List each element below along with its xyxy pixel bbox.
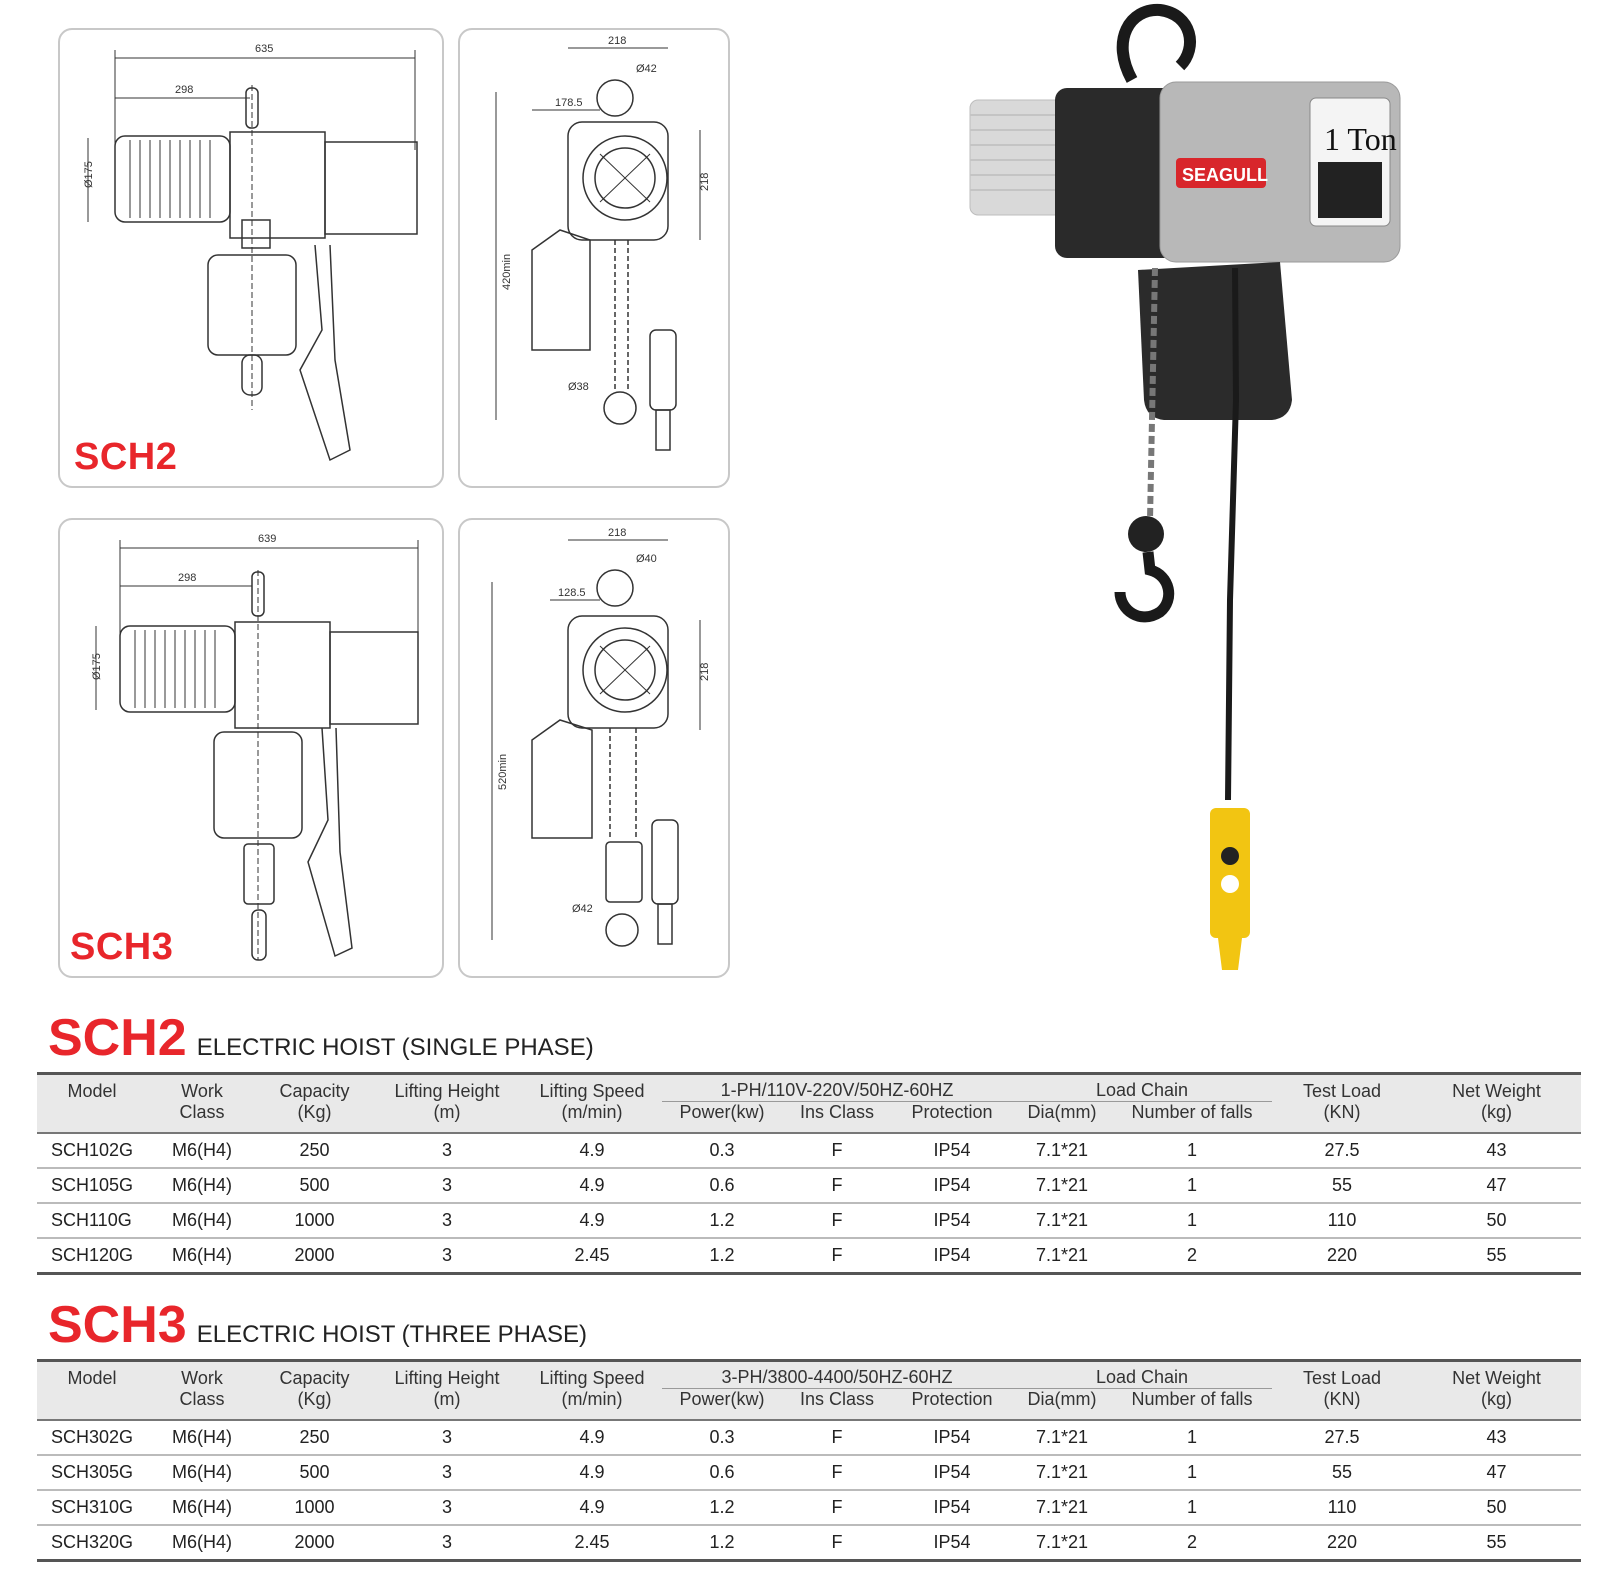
cell-ins-class: F bbox=[782, 1238, 892, 1274]
cell-work-class: M6(H4) bbox=[147, 1490, 257, 1525]
header-ins-class: Ins Class bbox=[782, 1389, 892, 1421]
cell-power: 0.6 bbox=[662, 1455, 782, 1490]
sch3-side-drawing-panel bbox=[58, 518, 444, 978]
cell-falls: 1 bbox=[1112, 1203, 1272, 1238]
cell-capacity: 250 bbox=[257, 1420, 372, 1455]
cell-dia: 7.1*21 bbox=[1012, 1168, 1112, 1203]
dim-overall: 635 bbox=[255, 43, 274, 55]
header-speed-unit: (m/min) bbox=[522, 1102, 662, 1134]
sch2-section-title bbox=[48, 1008, 594, 1068]
cell-falls: 2 bbox=[1112, 1525, 1272, 1561]
header-power: Power(kw) bbox=[662, 1102, 782, 1134]
dim-width: 218 bbox=[608, 35, 627, 47]
cell-capacity: 500 bbox=[257, 1168, 372, 1203]
header-net-weight: Net Weight bbox=[1412, 1074, 1581, 1102]
cell-lifting-speed: 2.45 bbox=[522, 1238, 662, 1274]
header-speed-unit: (m/min) bbox=[522, 1389, 662, 1421]
dim-partial: 298 bbox=[175, 84, 194, 96]
cell-power: 1.2 bbox=[662, 1203, 782, 1238]
cell-work-class: M6(H4) bbox=[147, 1203, 257, 1238]
header-power: Power(kw) bbox=[662, 1389, 782, 1421]
cell-work-class: M6(H4) bbox=[147, 1525, 257, 1561]
cell-net-weight: 47 bbox=[1412, 1168, 1581, 1203]
cell-lifting-speed: 4.9 bbox=[522, 1133, 662, 1168]
header-lifting-height: Lifting Height bbox=[372, 1361, 522, 1389]
header-work-class-2: Class bbox=[147, 1389, 257, 1421]
header-falls: Number of falls bbox=[1112, 1389, 1272, 1421]
cell-work-class: M6(H4) bbox=[147, 1238, 257, 1274]
cell-power: 0.3 bbox=[662, 1133, 782, 1168]
header-model: Model bbox=[37, 1361, 147, 1389]
sch2-side-drawing-panel bbox=[58, 28, 444, 488]
header-weight-unit: (kg) bbox=[1412, 1102, 1581, 1134]
cell-lifting-speed: 4.9 bbox=[522, 1203, 662, 1238]
cell-test-load: 220 bbox=[1272, 1238, 1412, 1274]
cell-protection: IP54 bbox=[892, 1420, 1012, 1455]
table-row bbox=[37, 1238, 1581, 1274]
dim-height: 218 bbox=[699, 172, 711, 191]
cell-ins-class: F bbox=[782, 1420, 892, 1455]
cell-power: 0.3 bbox=[662, 1420, 782, 1455]
cell-dia: 7.1*21 bbox=[1012, 1420, 1112, 1455]
header-lifting-speed: Lifting Speed bbox=[522, 1361, 662, 1389]
header-test-load: Test Load bbox=[1272, 1074, 1412, 1102]
cell-model: SCH120G bbox=[37, 1238, 147, 1274]
cell-dia: 7.1*21 bbox=[1012, 1203, 1112, 1238]
cell-model: SCH110G bbox=[37, 1203, 147, 1238]
header-protection: Protection bbox=[892, 1102, 1012, 1134]
cell-test-load: 55 bbox=[1272, 1455, 1412, 1490]
header-test-unit: (KN) bbox=[1272, 1102, 1412, 1134]
cell-test-load: 27.5 bbox=[1272, 1133, 1412, 1168]
cell-model: SCH102G bbox=[37, 1133, 147, 1168]
brand-logo: SEAGULL bbox=[1182, 165, 1269, 185]
cell-ins-class: F bbox=[782, 1525, 892, 1561]
dim-offset: 128.5 bbox=[558, 587, 586, 599]
dim-hook-top: Ø40 bbox=[636, 553, 657, 565]
cell-protection: IP54 bbox=[892, 1203, 1012, 1238]
cell-capacity: 2000 bbox=[257, 1525, 372, 1561]
dim-partial: 298 bbox=[178, 572, 197, 584]
table-row bbox=[37, 1420, 1581, 1455]
cell-power: 0.6 bbox=[662, 1168, 782, 1203]
table-row bbox=[37, 1203, 1581, 1238]
cell-net-weight: 43 bbox=[1412, 1133, 1581, 1168]
header-falls: Number of falls bbox=[1112, 1102, 1272, 1134]
cell-model: SCH320G bbox=[37, 1525, 147, 1561]
header-power-group: 3-PH/3800-4400/50HZ-60HZ bbox=[662, 1361, 1012, 1389]
header-work-class: Work bbox=[147, 1361, 257, 1389]
sch3-label: SCH3 bbox=[70, 926, 174, 968]
header-protection: Protection bbox=[892, 1389, 1012, 1421]
cell-protection: IP54 bbox=[892, 1168, 1012, 1203]
cell-dia: 7.1*21 bbox=[1012, 1455, 1112, 1490]
dim-hook-bottom: Ø42 bbox=[572, 903, 593, 915]
cell-model: SCH305G bbox=[37, 1455, 147, 1490]
cell-capacity: 1000 bbox=[257, 1490, 372, 1525]
cell-ins-class: F bbox=[782, 1203, 892, 1238]
header-net-weight: Net Weight bbox=[1412, 1361, 1581, 1389]
cell-dia: 7.1*21 bbox=[1012, 1238, 1112, 1274]
header-capacity-unit: (Kg) bbox=[257, 1389, 372, 1421]
cell-net-weight: 50 bbox=[1412, 1203, 1581, 1238]
header-load-chain: Load Chain bbox=[1012, 1361, 1272, 1389]
cell-dia: 7.1*21 bbox=[1012, 1525, 1112, 1561]
cell-capacity: 2000 bbox=[257, 1238, 372, 1274]
cell-net-weight: 50 bbox=[1412, 1490, 1581, 1525]
sch2-spec-table bbox=[37, 1072, 1581, 1275]
cell-lifting-height: 3 bbox=[372, 1490, 522, 1525]
cell-lifting-speed: 4.9 bbox=[522, 1168, 662, 1203]
cell-falls: 1 bbox=[1112, 1168, 1272, 1203]
cell-protection: IP54 bbox=[892, 1455, 1012, 1490]
dim-hook-top: Ø42 bbox=[636, 63, 657, 75]
header-height-unit: (m) bbox=[372, 1102, 522, 1134]
cell-protection: IP54 bbox=[892, 1133, 1012, 1168]
cell-power: 1.2 bbox=[662, 1525, 782, 1561]
sch3-spec-table bbox=[37, 1359, 1581, 1562]
sch2-label: SCH2 bbox=[74, 436, 178, 478]
header-dia: Dia(mm) bbox=[1012, 1102, 1112, 1134]
cell-lifting-speed: 4.9 bbox=[522, 1455, 662, 1490]
cell-falls: 1 bbox=[1112, 1420, 1272, 1455]
cell-test-load: 55 bbox=[1272, 1168, 1412, 1203]
cell-falls: 2 bbox=[1112, 1238, 1272, 1274]
header-work-class-2: Class bbox=[147, 1102, 257, 1134]
table-row bbox=[37, 1490, 1581, 1525]
sch3-front-drawing-panel bbox=[458, 518, 730, 978]
cell-lifting-height: 3 bbox=[372, 1455, 522, 1490]
sch3-side-drawing bbox=[60, 520, 442, 976]
cell-capacity: 500 bbox=[257, 1455, 372, 1490]
dim-width: 218 bbox=[608, 527, 627, 539]
sch2-side-drawing bbox=[60, 30, 442, 486]
header-capacity: Capacity bbox=[257, 1361, 372, 1389]
cell-work-class: M6(H4) bbox=[147, 1133, 257, 1168]
product-photo bbox=[960, 0, 1440, 1000]
header-ins-class: Ins Class bbox=[782, 1102, 892, 1134]
cell-net-weight: 55 bbox=[1412, 1525, 1581, 1561]
cell-protection: IP54 bbox=[892, 1525, 1012, 1561]
table-row bbox=[37, 1168, 1581, 1203]
header-model: Model bbox=[37, 1074, 147, 1102]
cell-ins-class: F bbox=[782, 1133, 892, 1168]
header-power-group: 1-PH/110V-220V/50HZ-60HZ bbox=[662, 1074, 1012, 1102]
sch3-subtitle: ELECTRIC HOIST (THREE PHASE) bbox=[196, 1321, 587, 1348]
dim-diameter: Ø175 bbox=[83, 161, 95, 188]
cell-capacity: 1000 bbox=[257, 1203, 372, 1238]
cell-capacity: 250 bbox=[257, 1133, 372, 1168]
cell-protection: IP54 bbox=[892, 1238, 1012, 1274]
cell-lifting-height: 3 bbox=[372, 1525, 522, 1561]
cell-lifting-speed: 2.45 bbox=[522, 1525, 662, 1561]
header-capacity-unit: (Kg) bbox=[257, 1102, 372, 1134]
cell-falls: 1 bbox=[1112, 1133, 1272, 1168]
cell-lifting-height: 3 bbox=[372, 1168, 522, 1203]
table-row bbox=[37, 1525, 1581, 1561]
dim-height: 218 bbox=[699, 662, 711, 681]
header-height-unit: (m) bbox=[372, 1389, 522, 1421]
cell-work-class: M6(H4) bbox=[147, 1168, 257, 1203]
header-work-class: Work bbox=[147, 1074, 257, 1102]
cell-dia: 7.1*21 bbox=[1012, 1490, 1112, 1525]
cell-net-weight: 47 bbox=[1412, 1455, 1581, 1490]
dim-hook-bottom: Ø38 bbox=[568, 381, 589, 393]
cell-power: 1.2 bbox=[662, 1238, 782, 1274]
dim-overall: 639 bbox=[258, 533, 277, 545]
dim-lift: 520min bbox=[497, 753, 509, 790]
cell-lifting-height: 3 bbox=[372, 1203, 522, 1238]
cell-test-load: 220 bbox=[1272, 1525, 1412, 1561]
table-row bbox=[37, 1133, 1581, 1168]
cell-protection: IP54 bbox=[892, 1490, 1012, 1525]
sch3-front-drawing bbox=[460, 520, 728, 976]
header-capacity: Capacity bbox=[257, 1074, 372, 1102]
dim-diameter: Ø175 bbox=[91, 653, 103, 680]
cell-lifting-height: 3 bbox=[372, 1420, 522, 1455]
cell-model: SCH302G bbox=[37, 1420, 147, 1455]
cell-net-weight: 43 bbox=[1412, 1420, 1581, 1455]
cell-test-load: 110 bbox=[1272, 1490, 1412, 1525]
cell-ins-class: F bbox=[782, 1490, 892, 1525]
header-dia: Dia(mm) bbox=[1012, 1389, 1112, 1421]
header-load-chain: Load Chain bbox=[1012, 1074, 1272, 1102]
sch2-subtitle: ELECTRIC HOIST (SINGLE PHASE) bbox=[196, 1034, 594, 1061]
header-test-unit: (KN) bbox=[1272, 1389, 1412, 1421]
sch2-front-drawing-panel bbox=[458, 28, 730, 488]
cell-falls: 1 bbox=[1112, 1490, 1272, 1525]
table-row bbox=[37, 1455, 1581, 1490]
header-test-load: Test Load bbox=[1272, 1361, 1412, 1389]
cell-power: 1.2 bbox=[662, 1490, 782, 1525]
dim-lift: 420min bbox=[501, 253, 513, 290]
capacity-plate: 1 Ton bbox=[1324, 121, 1397, 157]
cell-work-class: M6(H4) bbox=[147, 1455, 257, 1490]
sch2-title: SCH2 bbox=[48, 1009, 187, 1067]
cell-dia: 7.1*21 bbox=[1012, 1133, 1112, 1168]
cell-model: SCH310G bbox=[37, 1490, 147, 1525]
cell-ins-class: F bbox=[782, 1455, 892, 1490]
cell-lifting-height: 3 bbox=[372, 1238, 522, 1274]
cell-falls: 1 bbox=[1112, 1455, 1272, 1490]
cell-lifting-height: 3 bbox=[372, 1133, 522, 1168]
header-lifting-speed: Lifting Speed bbox=[522, 1074, 662, 1102]
sch3-section-title bbox=[48, 1295, 587, 1355]
header-weight-unit: (kg) bbox=[1412, 1389, 1581, 1421]
cell-test-load: 110 bbox=[1272, 1203, 1412, 1238]
cell-ins-class: F bbox=[782, 1168, 892, 1203]
cell-work-class: M6(H4) bbox=[147, 1420, 257, 1455]
hoist-illustration bbox=[960, 0, 1440, 1000]
cell-lifting-speed: 4.9 bbox=[522, 1490, 662, 1525]
dim-offset: 178.5 bbox=[555, 97, 583, 109]
sch2-front-drawing bbox=[460, 30, 728, 486]
header-lifting-height: Lifting Height bbox=[372, 1074, 522, 1102]
cell-net-weight: 55 bbox=[1412, 1238, 1581, 1274]
cell-lifting-speed: 4.9 bbox=[522, 1420, 662, 1455]
cell-test-load: 27.5 bbox=[1272, 1420, 1412, 1455]
cell-model: SCH105G bbox=[37, 1168, 147, 1203]
sch3-title: SCH3 bbox=[48, 1296, 187, 1354]
